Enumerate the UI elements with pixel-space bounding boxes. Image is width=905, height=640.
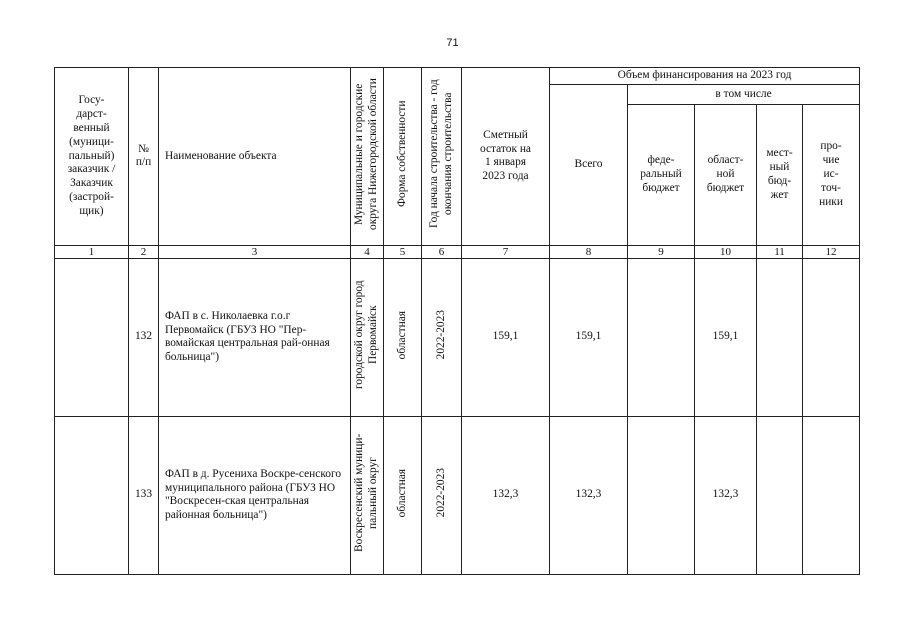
header-years: Год начала строительства - год окончания строительства	[422, 68, 462, 246]
financing-table	[54, 67, 860, 575]
header-federal: феде- ральный бюджет	[628, 104, 695, 245]
row-total: 159,1	[550, 258, 628, 416]
column-number: 11	[757, 245, 803, 258]
row-federal	[628, 416, 695, 574]
row-ownership: областная	[384, 416, 422, 574]
header-total: Всего	[550, 85, 628, 246]
row-federal	[628, 258, 695, 416]
row-municipality: Воскресенский муници-пальный округ	[351, 416, 384, 574]
row-local	[757, 416, 803, 574]
column-number: 12	[803, 245, 860, 258]
header-financing-group: Объем финансирования на 2023 год	[550, 68, 860, 85]
row-regional: 159,1	[695, 258, 757, 416]
column-number: 1	[55, 245, 129, 258]
header-municipality: Муниципальные и городские округа Нижегородской области	[351, 68, 384, 246]
column-number: 3	[159, 245, 351, 258]
row-object-name: ФАП в с. Николаевка г.о.г Первомайск (ГБУЗ НО "Пер-вомайская центральная рай-онная больница")	[159, 258, 351, 416]
row-customer	[55, 258, 129, 416]
row-customer	[55, 416, 129, 574]
header-regional: област- ной бюджет	[695, 104, 757, 245]
header-local: мест- ный бюд- жет	[757, 104, 803, 245]
row-other	[803, 258, 860, 416]
column-numbers-row	[55, 245, 860, 258]
header-estimated-balance: Сметный остаток на 1 января 2023 года	[462, 68, 550, 246]
column-number: 8	[550, 245, 628, 258]
row-years: 2022-2023	[422, 416, 462, 574]
column-number: 5	[384, 245, 422, 258]
header-object-name: Наименование объекта	[159, 68, 351, 246]
row-object-name: ФАП в д. Русениха Воскре-сенского муниципального района (ГБУЗ НО "Воскресен-ская центральная районная больница")	[159, 416, 351, 574]
page-number: 71	[446, 37, 459, 49]
row-local	[757, 258, 803, 416]
column-number: 6	[422, 245, 462, 258]
row-ownership: областная	[384, 258, 422, 416]
table-row	[55, 258, 860, 416]
row-total: 132,3	[550, 416, 628, 574]
row-balance: 132,3	[462, 416, 550, 574]
row-number: 133	[129, 416, 159, 574]
row-number: 132	[129, 258, 159, 416]
row-municipality: городской округ город Первомайск	[351, 258, 384, 416]
column-number: 2	[129, 245, 159, 258]
column-number: 7	[462, 245, 550, 258]
column-number: 10	[695, 245, 757, 258]
row-other	[803, 416, 860, 574]
column-number: 4	[351, 245, 384, 258]
table-row	[55, 416, 860, 574]
header-number: № п/п	[129, 68, 159, 246]
row-years: 2022-2023	[422, 258, 462, 416]
header-including: в том числе	[628, 85, 860, 105]
header-ownership: Форма собственности	[384, 68, 422, 246]
header-other: про- чие ис- точ- ники	[803, 104, 860, 245]
header-customer: Госу- дарст- венный (муници- пальный) заказчик / Заказчик (застрой- щик)	[55, 68, 129, 246]
row-regional: 132,3	[695, 416, 757, 574]
row-balance: 159,1	[462, 258, 550, 416]
column-number: 9	[628, 245, 695, 258]
